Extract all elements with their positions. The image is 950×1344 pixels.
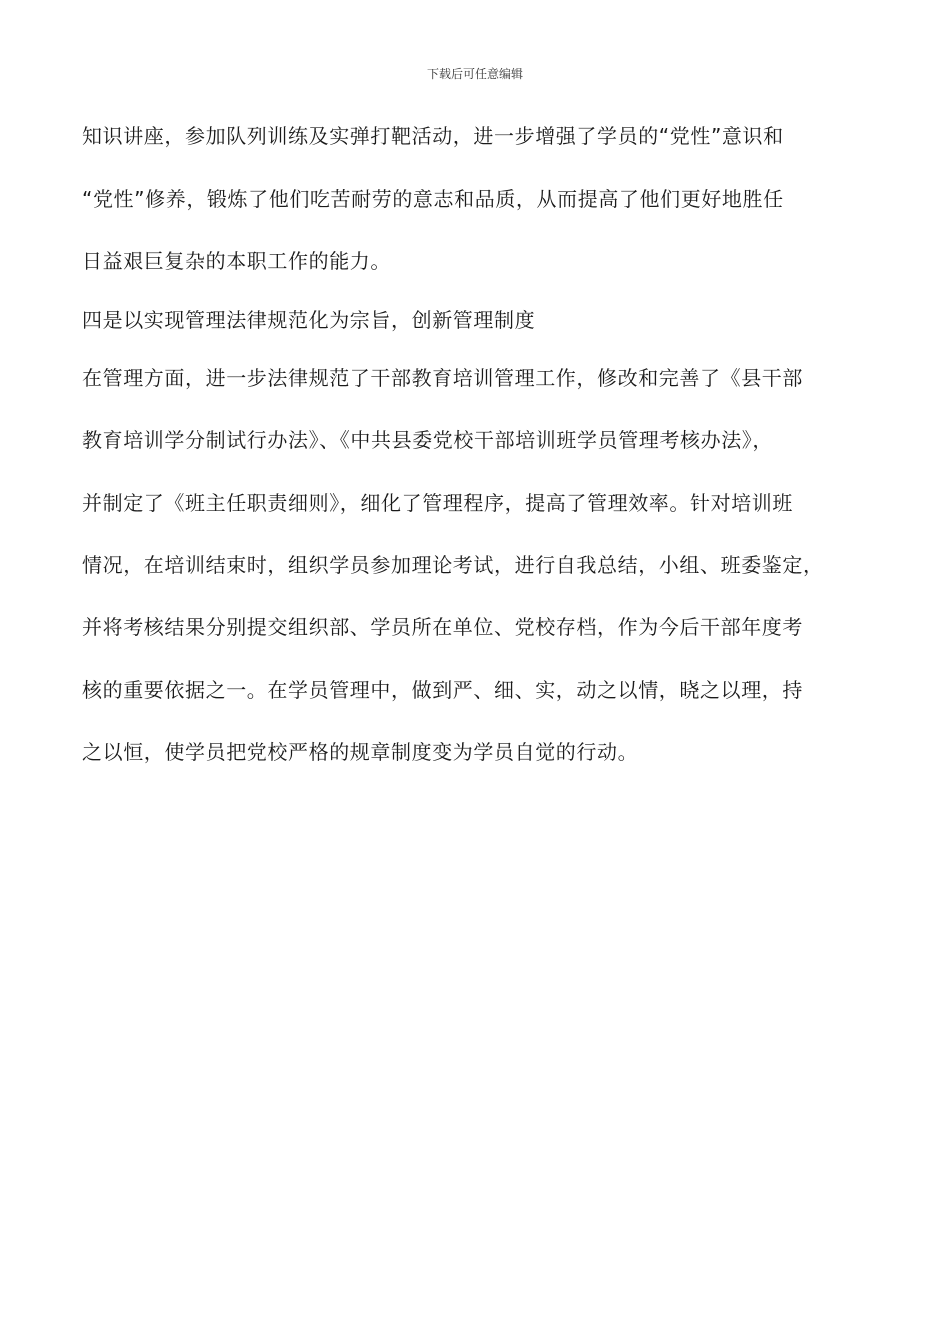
body-line: 教育培训学分制试行办法》、《中共县委党校干部培训班学员管理考核办法》， [82, 428, 773, 452]
section-heading: 四是以实现管理法律规范化为宗旨，创新管理制度 [82, 308, 536, 332]
body-line: 情况，在培训结束时，组织学员参加理论考试，进行自我总结，小组、班委鉴定， [82, 553, 824, 577]
body-line: 并将考核结果分别提交组织部、学员所在单位、党校存档，作为今后干部年度考 [82, 615, 803, 639]
body-line: 知识讲座，参加队列训练及实弹打靶活动，进一步增强了学员的“党性”意识和 [82, 124, 784, 148]
body-line: “党性”修养，锻炼了他们吃苦耐劳的意志和品质，从而提高了他们更好地胜任 [82, 187, 784, 211]
body-line: 之以恒，使学员把党校严格的规章制度变为学员自觉的行动。 [82, 740, 639, 764]
body-line: 并制定了《班主任职责细则》，细化了管理程序，提高了管理效率。针对培训班 [82, 491, 793, 515]
header-note: 下载后可任意编辑 [426, 67, 523, 81]
body-line: 日益艰巨复杂的本职工作的能力。 [82, 249, 391, 273]
body-line: 在管理方面，进一步法律规范了干部教育培训管理工作，修改和完善了《县干部 [82, 366, 803, 390]
body-line: 核的重要依据之一。在学员管理中，做到严、细、实，动之以情，晓之以理，持 [82, 678, 803, 702]
